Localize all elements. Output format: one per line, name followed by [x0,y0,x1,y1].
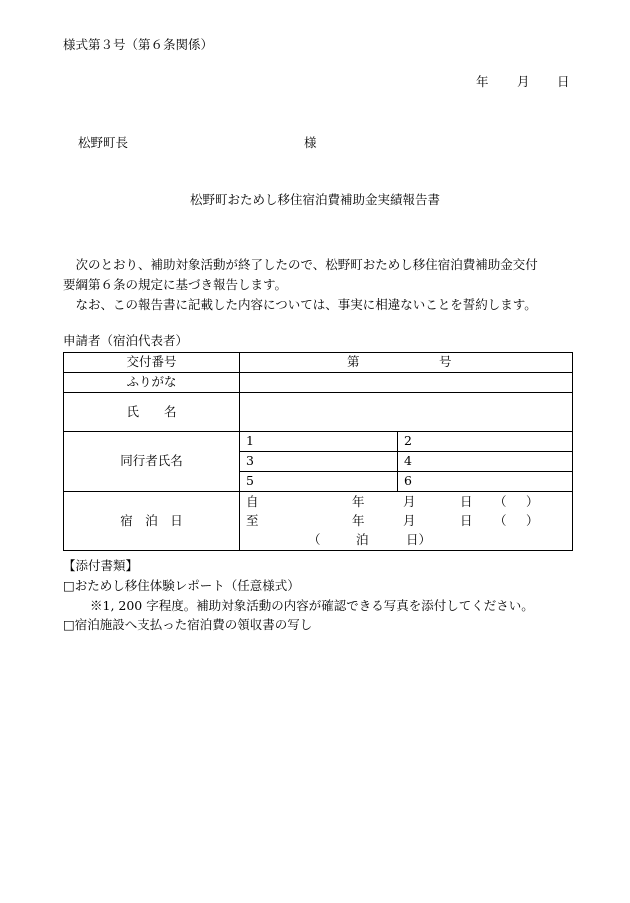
body-para1-line1: 次のとおり、補助対象活動が終了したので、松野町おためし移住宿泊費補助金交付 [75,257,538,272]
form-number: 様式第３号（第６条関係） [63,37,214,52]
companion-field-3[interactable]: 3 [240,452,398,472]
body-para1-line2: 要綱第６条の規定に基づき報告します。 [63,277,288,292]
furigana-field[interactable] [240,373,573,393]
furigana-row [64,373,573,393]
date-month-label: 月 [517,74,530,89]
companion-field-1[interactable]: 1 [240,432,398,452]
stay-from-paren-close: ） [526,494,539,509]
stay-to-month: 月 [403,513,416,528]
stay-from-month: 月 [403,494,416,509]
stay-to-line [246,515,571,531]
companion-field-5[interactable]: 5 [240,472,398,492]
stay-nights-haku: 泊 [356,532,369,547]
attachment-item-report-note: ※1, 200 字程度。補助対象活動の内容が確認できる写真を添付してください。 [90,598,534,613]
body-para2: なお、この報告書に記載した内容については、事実に相違ないことを誓約します。 [75,297,537,312]
attachments-heading: 【添付書類】 [63,558,139,573]
grant-number-prefix: 第 [347,354,360,369]
name-label: 氏 名 [64,393,240,432]
body-text [63,255,573,315]
stay-from-year: 年 [352,494,365,509]
addressee: 松野町長 [78,135,129,150]
applicant-table [63,352,573,551]
date-day-label: 日 [557,74,570,89]
companions-label: 同行者氏名 [64,432,240,492]
stay-from-paren-open: （ [494,494,507,509]
name-field[interactable] [240,393,573,432]
stay-from-line [246,496,571,512]
furigana-label: ふりがな [64,373,240,393]
date-year-label: 年 [476,74,489,89]
stay-from-day: 日 [460,494,473,509]
attachment-item-receipt[interactable]: □宿泊施設へ支払った宿泊費の領収書の写し [63,617,313,632]
stay-to-paren-open: （ [494,513,507,528]
grant-number-suffix: 号 [439,354,452,369]
stay-to-paren-close: ） [526,513,539,528]
stay-label: 宿 泊 日 [64,492,240,551]
grant-number-row [64,353,573,373]
honorific: 様 [304,135,317,150]
companion-field-4[interactable]: 4 [398,452,573,472]
companion-field-2[interactable]: 2 [398,432,573,452]
stay-nights-nichi: 日） [406,532,432,547]
stay-nights-paren-open: （ [308,532,321,547]
name-row [64,393,573,432]
applicant-label: 申請者（宿泊代表者） [63,333,189,348]
stay-from-prefix: 自 [246,494,259,509]
stay-field[interactable] [240,492,573,551]
stay-row [64,492,573,551]
stay-nights-line [246,534,571,550]
stay-to-prefix: 至 [246,513,259,528]
companion-row-1 [64,432,573,452]
grant-number-label: 交付番号 [64,353,240,373]
stay-to-year: 年 [352,513,365,528]
companion-field-6[interactable]: 6 [398,472,573,492]
grant-number-field[interactable] [240,353,573,373]
document-title: 松野町おためし移住宿泊費補助金実績報告書 [189,192,440,207]
stay-to-day: 日 [460,513,473,528]
attachment-item-report[interactable]: □おためし移住体験レポート（任意様式） [63,578,300,593]
